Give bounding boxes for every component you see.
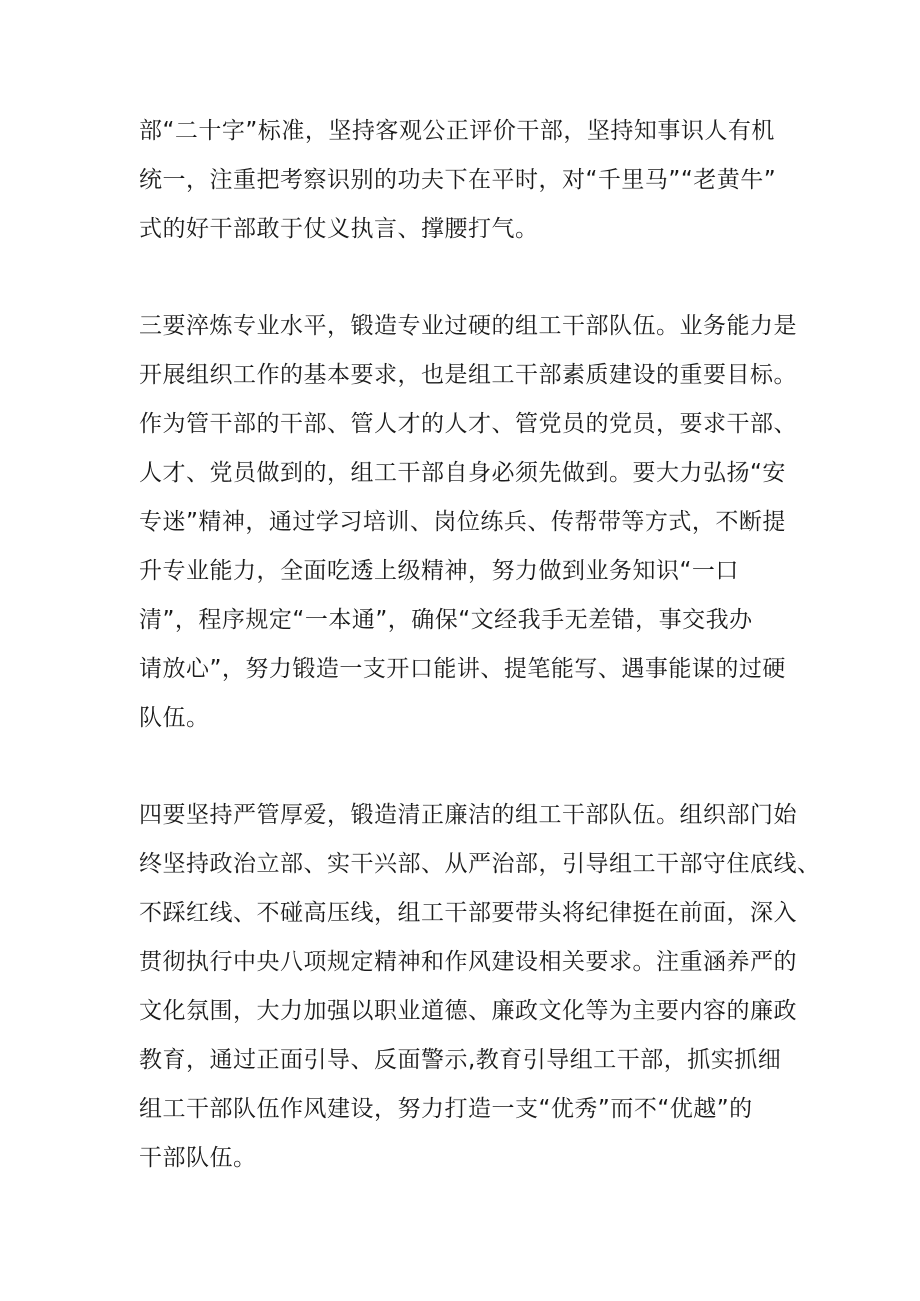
- paragraph-2-line-1: 三要淬炼专业水平，锻造专业过硬的组工干部队伍。业务能力是: [139, 313, 797, 339]
- paragraph-1-line-2: 统一，注重把考察识别的功夫下在平时，对“千里马”“老黄牛”: [139, 167, 777, 193]
- paragraph-3-line-1: 四要坚持严管厚爱，锻造清正廉洁的组工干部队伍。组织部门始: [139, 802, 797, 828]
- paragraph-2-line-5: 专迷”精神，通过学习培训、岗位练兵、传帮带等方式，不断提: [139, 509, 786, 535]
- paragraph-3-line-6: 教育，通过正面引导、反面警示,教育引导组工干部，抓实抓细: [139, 1047, 782, 1073]
- paragraph-3-line-5: 文化氛围，大力加强以职业道德、廉政文化等为主要内容的廉政: [139, 998, 797, 1024]
- paragraph-3-line-4: 贯彻执行中央八项规定精神和作风建设相关要求。注重涵养严的: [139, 949, 797, 975]
- paragraph-3-line-8: 干部队伍。: [139, 1145, 257, 1171]
- paragraph-2-line-2: 开展组织工作的基本要求，也是组工干部素质建设的重要目标。: [139, 362, 797, 388]
- paragraph-3-line-7: 组工干部队伍作风建设，努力打造一支“优秀”而不“优越”的: [139, 1096, 753, 1122]
- paragraph-2-line-3: 作为管干部的干部、管人才的人才、管党员的党员，要求干部、: [139, 411, 797, 437]
- paragraph-1-line-3: 式的好干部敢于仗义执言、撑腰打气。: [139, 216, 539, 242]
- paragraph-2-line-8: 请放心”，努力锻造一支开口能讲、提笔能写、遇事能谋的过硬: [139, 656, 786, 682]
- paragraph-2-line-9: 队伍。: [139, 705, 210, 731]
- paragraph-3-line-3: 不踩红线、不碰高压线，组工干部要带头将纪律挺在前面，深入: [139, 900, 797, 926]
- paragraph-1-line-1: 部“二十字”标准，坚持客观公正评价干部，坚持知事识人有机: [139, 118, 775, 144]
- paragraph-2-line-4: 人才、党员做到的，组工干部自身必须先做到。要大力弘扬“安: [139, 460, 786, 486]
- paragraph-3-line-2: 终坚持政治立部、实干兴部、从严治部，引导组工干部守住底线、: [139, 851, 821, 877]
- paragraph-2-line-6: 升专业能力，全面吃透上级精神，努力做到业务知识“一口: [139, 558, 739, 584]
- paragraph-2-line-7: 清”，程序规定“一本通”，确保“文经我手无差错，事交我办: [139, 607, 753, 633]
